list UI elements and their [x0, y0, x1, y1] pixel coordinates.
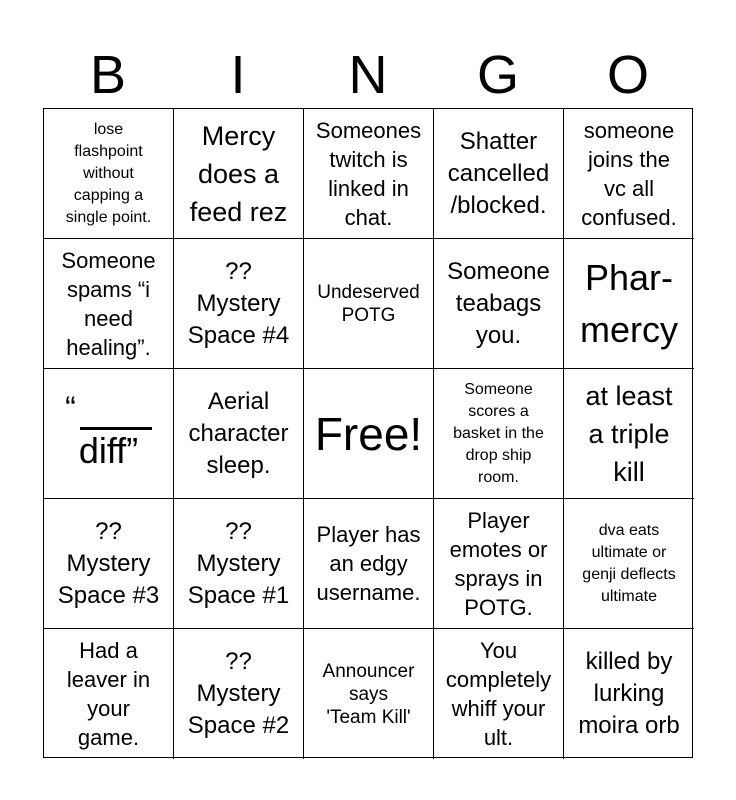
bingo-cell-r2c1 [44, 239, 174, 369]
cell-text: diff” [78, 430, 139, 471]
bingo-cell-r3c2 [174, 369, 304, 499]
bingo-cell-r1c4 [434, 109, 564, 239]
bingo-cell-r4c1 [44, 499, 174, 629]
cell-text: Shatter cancelled /blocked. [447, 127, 550, 219]
bingo-cell-r1c2 [174, 109, 304, 239]
diff-blank [50, 390, 167, 472]
cell-text: killed by lurking moira orb [578, 648, 680, 739]
bingo-cell-r5c5 [564, 629, 694, 759]
bingo-header [43, 42, 693, 108]
bingo-cell-r3c1 [44, 369, 174, 499]
cell-text: Had a leaver in your game. [66, 638, 151, 750]
header-letter-o: O [606, 45, 649, 105]
cell-text: Someone teabags you. [447, 257, 550, 349]
bingo-cell-r2c4 [434, 239, 564, 369]
bingo-cell-r1c1 [44, 109, 174, 239]
bingo-cell-r5c2 [174, 629, 304, 759]
bingo-cell-r5c3 [304, 629, 434, 759]
bingo-cell-r4c4 [434, 499, 564, 629]
bingo-cell-r5c1 [44, 629, 174, 759]
free-space-text: Free! [314, 407, 423, 460]
cell-text: Someones twitch is linked in chat. [315, 117, 422, 230]
cell-text: Announcer says 'Team Kill' [322, 660, 415, 728]
header-letter-b: B [89, 45, 127, 105]
bingo-cell-r5c4 [434, 629, 564, 759]
bingo-board [43, 108, 693, 758]
bingo-cell-r3c5 [564, 369, 694, 499]
cell-text: Aerial character sleep. [188, 387, 289, 479]
bingo-cell-r2c2 [174, 239, 304, 369]
cell-text: Player emotes or sprays in POTG. [449, 507, 548, 620]
blank-line [80, 399, 152, 430]
bingo-cell-r1c5 [564, 109, 694, 239]
cell-text: You completely whiff your ult. [445, 638, 552, 750]
open-quote: “ [65, 390, 76, 426]
cell-text: Someone scores a basket in the drop ship room. [453, 380, 544, 486]
header-letter-g: G [476, 45, 519, 105]
cell-text: Undeserved POTG [317, 281, 420, 326]
bingo-cell-r3c4 [434, 369, 564, 499]
cell-text: ?? Mystery Space #3 [57, 517, 160, 609]
cell-text: dva eats ultimate or genji deflects ultimate [582, 521, 676, 605]
cell-text: Player has an edgy username. [316, 522, 421, 605]
cell-text: someone joins the vc all confused. [581, 117, 677, 230]
bingo-cell-r4c3 [304, 499, 434, 629]
cell-text: lose flashpoint without capping a single point. [65, 120, 152, 226]
cell-text: Phar- mercy [580, 256, 678, 350]
bingo-cell-r2c5 [564, 239, 694, 369]
cell-text: Someone spams “i need healing”. [61, 247, 156, 360]
cell-text: ?? Mystery Space #1 [187, 517, 290, 609]
bingo-cell-free [304, 369, 434, 499]
cell-text: ?? Mystery Space #4 [187, 257, 290, 349]
cell-text: ?? Mystery Space #2 [187, 648, 290, 739]
cell-text: Mercy does a feed rez [189, 120, 288, 227]
bingo-cell-r2c3 [304, 239, 434, 369]
bingo-cell-r1c3 [304, 109, 434, 239]
cell-text: at least a triple kill [585, 380, 673, 487]
header-letter-n: N [348, 45, 388, 105]
bingo-cell-r4c2 [174, 499, 304, 629]
bingo-cell-r4c5 [564, 499, 694, 629]
header-letter-i: I [230, 45, 246, 105]
